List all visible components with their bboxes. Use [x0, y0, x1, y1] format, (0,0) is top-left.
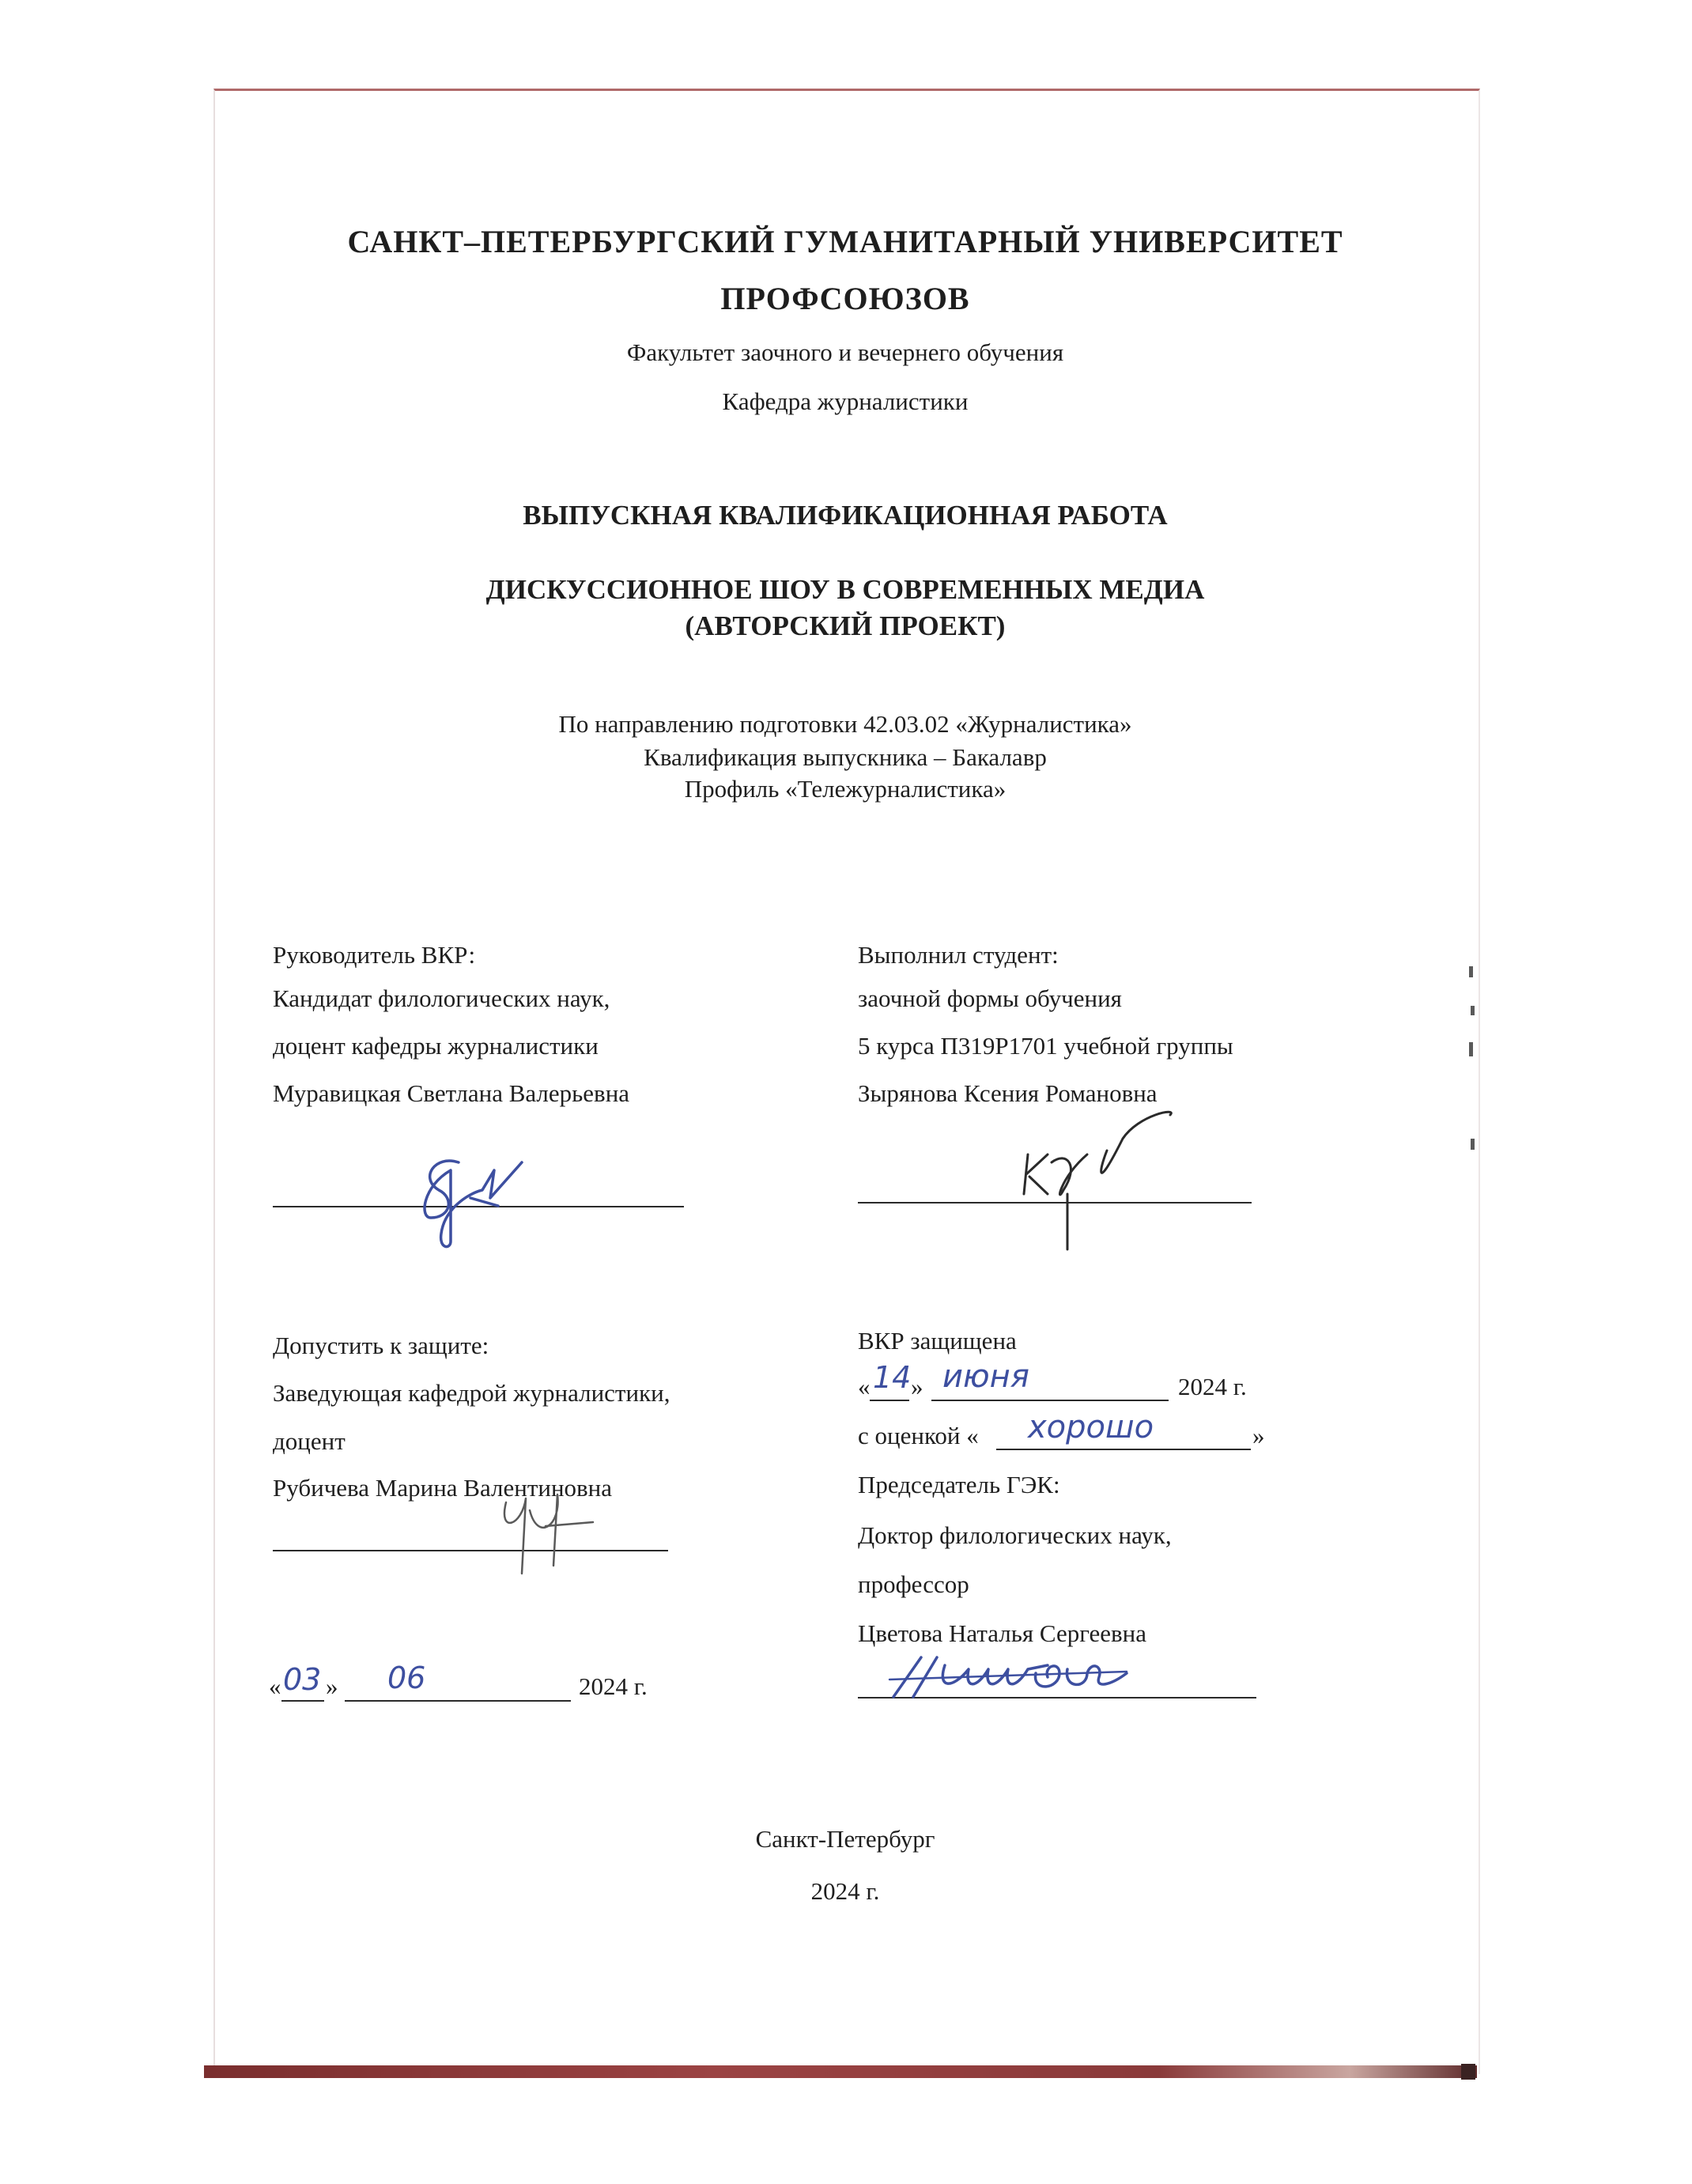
work-type: ВЫПУСКНАЯ КВАЛИФИКАЦИОННАЯ РАБОТА: [523, 500, 1168, 531]
admission-date-day-line: [281, 1700, 324, 1702]
student-name: Зырянова Ксения Романовна: [858, 1079, 1158, 1107]
scan-mark: [1471, 1139, 1475, 1150]
university-name-line1: САНКТ–ПЕТЕРБУРГСКИЙ ГУМАНИТАРНЫЙ УНИВЕРСИТЕТ: [347, 224, 1343, 259]
scan-mark: [1469, 1042, 1473, 1056]
admission-date-open-quote: «: [269, 1672, 281, 1700]
admission-title: доцент: [273, 1427, 346, 1455]
footer-year: 2024 г.: [810, 1877, 880, 1905]
admission-label: Допустить к защите:: [273, 1332, 489, 1359]
student-group: 5 курса П319Р1701 учебной группы: [858, 1032, 1233, 1060]
chair-name: Цветова Наталья Сергеевна: [858, 1619, 1147, 1647]
footer-city: Санкт-Петербург: [755, 1825, 935, 1853]
admission-signature: [490, 1479, 601, 1581]
qualification: Квалификация выпускника – Бакалавр: [644, 743, 1047, 771]
grade-line: [996, 1449, 1251, 1450]
student-form: заочной формы обучения: [858, 984, 1122, 1012]
scan-mark: [1469, 966, 1473, 977]
study-profile: Профиль «Тележурналистика»: [684, 775, 1007, 803]
chair-signature: [889, 1642, 1150, 1705]
scan-mark: [1471, 1006, 1475, 1015]
admission-signature-line: [273, 1550, 668, 1551]
grade-value: хорошо: [1028, 1409, 1154, 1445]
admission-date-close-quote: »: [326, 1672, 338, 1700]
admission-date-day: 03: [283, 1662, 322, 1697]
defense-date-day-line: [870, 1400, 909, 1401]
student-label: Выполнил студент:: [858, 941, 1059, 969]
university-name-line2: ПРОФСОЮЗОВ: [720, 281, 970, 316]
chair-label: Председатель ГЭК:: [858, 1471, 1060, 1498]
binding-edge: [204, 2065, 1477, 2078]
grade-suffix: »: [1252, 1422, 1265, 1449]
supervisor-label: Руководитель ВКР:: [273, 941, 476, 969]
binding-edge-cap: [1461, 2064, 1475, 2080]
work-title-line1: ДИСКУССИОННОЕ ШОУ В СОВРЕМЕННЫХ МЕДИА: [485, 574, 1205, 605]
department-name: Кафедра журналистики: [722, 387, 969, 415]
admission-name: Рубичева Марина Валентиновна: [273, 1474, 613, 1502]
chair-degree: Доктор филологических наук,: [858, 1521, 1172, 1549]
defense-date-month: июня: [942, 1358, 1029, 1395]
admission-position: Заведующая кафедрой журналистики,: [273, 1379, 670, 1407]
defense-date-open-quote: «: [858, 1373, 871, 1400]
grade-prefix: с оценкой «: [858, 1422, 979, 1449]
study-direction: По направлению подготовки 42.03.02 «Журналистика»: [558, 710, 1132, 738]
defense-label: ВКР защищена: [858, 1327, 1017, 1355]
admission-date-year: 2024 г.: [579, 1672, 648, 1700]
faculty-name: Факультет заочного и вечернего обучения: [626, 338, 1064, 366]
supervisor-position: доцент кафедры журналистики: [273, 1032, 599, 1060]
work-title-line2: (АВТОРСКИЙ ПРОЕКТ): [685, 610, 1006, 641]
supervisor-name: Муравицкая Светлана Валерьевна: [273, 1079, 630, 1107]
chair-title: профессор: [858, 1570, 969, 1598]
defense-date-day: 14: [873, 1360, 912, 1395]
supervisor-signature: [395, 1131, 538, 1249]
defense-date-month-line: [931, 1400, 1169, 1401]
defense-date-year: 2024 г.: [1178, 1373, 1247, 1400]
student-signature: [1020, 1107, 1202, 1257]
admission-date-month: 06: [387, 1661, 426, 1695]
supervisor-degree: Кандидат филологических наук,: [273, 984, 610, 1012]
defense-date-close-quote: »: [911, 1373, 923, 1400]
admission-date-month-line: [345, 1700, 571, 1702]
